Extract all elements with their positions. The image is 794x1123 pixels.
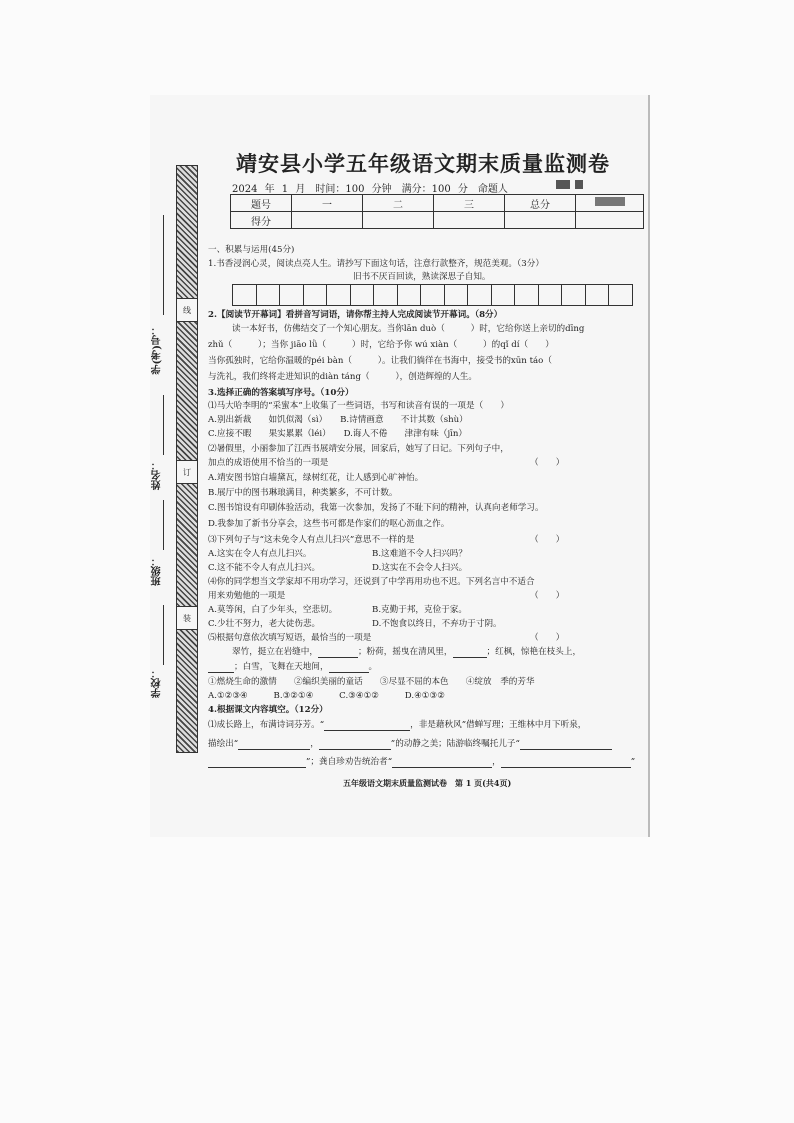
fill-text: ，	[310, 739, 319, 749]
score-cell[interactable]	[292, 212, 363, 229]
question-4: 4.根据课文内容填空。（12分）	[208, 705, 328, 715]
fill-line	[208, 721, 586, 731]
score-cell[interactable]	[434, 212, 505, 229]
side-label-xuehao: 学(考)号：	[152, 325, 163, 375]
phrase-options: ①燃烧生命的激情 ②编织美丽的童话 ③尽显不屈的本色 ④绽放 季的芳华	[208, 677, 535, 687]
side-line-xingming	[163, 395, 164, 455]
option-line: C.少壮不努力，老大徒伤悲。	[208, 619, 321, 629]
score-header-cell: 一	[292, 195, 363, 212]
fill-text: 翠竹，挺立在岩缝中，	[232, 647, 318, 657]
bind-mark-zhuang: 装	[176, 606, 198, 630]
blank-line[interactable]	[324, 730, 410, 731]
fill-text: ”	[630, 757, 636, 767]
option-line: B.展厅中的图书琳琅满目，种类繁多，不可计数。	[208, 488, 398, 498]
option-line: C.图书馆设有印刷体验活动，我第一次参加，发扬了不耻下问的精神，认真向老师学习。	[208, 503, 544, 513]
fill-text: ”的动静之美；陆游临终嘱托儿子“	[390, 739, 520, 749]
option-line: C.应接不暇 果实累累（léi） D.诲人不倦 津津有味（jīn）	[208, 429, 467, 439]
blank-line[interactable]	[208, 672, 234, 673]
score-header-cell: 总分	[505, 195, 576, 212]
fill-text: ”；龚自珍劝告统治者“	[306, 757, 393, 767]
blank-line[interactable]	[520, 749, 612, 750]
score-cell[interactable]	[576, 212, 644, 229]
fill-text: 描绘出“	[208, 739, 239, 749]
side-line-banji	[163, 500, 164, 550]
side-label-banji: 班级：	[152, 556, 163, 586]
score-table	[230, 194, 644, 229]
blank-line[interactable]	[238, 749, 310, 750]
score-row-label: 得分	[231, 212, 292, 229]
score-cell[interactable]	[363, 212, 434, 229]
score-cell[interactable]	[505, 212, 576, 229]
blank-line[interactable]	[392, 767, 492, 768]
option-line: D.我参加了新书分享会，这些书可都是作家们的呕心沥血之作。	[208, 519, 450, 529]
score-header-cell: 三	[434, 195, 505, 212]
blank-line[interactable]	[501, 767, 631, 768]
score-header-cell: 二	[363, 195, 434, 212]
question-3-1: ⑴马大哈李明的“采蜜本”上收集了一些词语，书写和读音有误的一项是（ ）	[208, 401, 509, 411]
question-3-3: ⑶下列句子与“这未免令人有点儿扫兴”意思不一样的是	[208, 535, 415, 545]
fill-text: ；红枫，惊艳在枝头上，	[486, 647, 582, 657]
fill-text: ⑴成长路上，布满诗词芬芳。“	[208, 720, 325, 730]
question-2: 2.【阅读节开幕词】看拼音写词语，请你帮主持人完成阅读节开幕词。（8分）	[208, 310, 503, 320]
blank-line[interactable]	[319, 749, 391, 750]
fill-line	[208, 663, 377, 673]
question-3: 3.选择正确的答案填写序号。（10分）	[208, 388, 354, 398]
score-header-cell: 题号	[231, 195, 292, 212]
question-2-line: 当你孤独时，它给你温暖的péi bàn（ ）。让我们徜徉在书海中，接受书的xūn táo（	[208, 356, 552, 366]
score-header-cell	[576, 195, 644, 212]
option-line: B.这难道不令人扫兴吗？	[372, 549, 467, 559]
fill-line	[208, 740, 612, 750]
answer-options: A.①②③④ B.③②①④ C.③④①② D.④①③②	[208, 691, 445, 701]
option-line: A.靖安图书馆白墙黛瓦，绿树红花，让人感到心旷神怡。	[208, 473, 424, 483]
blank-line[interactable]	[329, 672, 369, 673]
side-line-xuehao	[163, 215, 164, 315]
section-heading: 一、积累与运用(45分)	[208, 245, 295, 255]
question-3-4: ⑷你的同学想当文学家却不用功学习，还说到了中学再用功也不迟。下列名言中不适合	[208, 577, 535, 587]
answer-paren[interactable]: （ ）	[530, 458, 565, 468]
question-2-line: 与洗礼，我们终将走进知识的diàn táng（ ），创造辉煌的人生。	[208, 372, 477, 382]
answer-paren[interactable]: （ ）	[530, 633, 565, 643]
option-line: A.这实在令人有点儿扫兴。	[208, 549, 312, 559]
question-3-2: ⑵暑假里，小丽参加了江西书展靖安分展，回家后，她写了日记。下列句子中，	[208, 444, 509, 454]
side-label-xingming: 姓名：	[152, 460, 163, 490]
option-line: D.这实在不会令人扫兴。	[372, 563, 468, 573]
exam-info: 2024 年 1 月 时间：100 分钟 满分：100 分 命题人	[232, 184, 508, 195]
question-1-sentence: 旧书不厌百回读，熟读深思子自知。	[353, 272, 491, 282]
question-3-4-cont: 用来劝勉他的一项是	[208, 591, 286, 601]
bind-mark-xian: 线	[176, 298, 198, 322]
side-label-xuexiao: 学校：	[152, 668, 163, 698]
page-footer: 五年级语文期末质量监测试卷 第 1 页(共4页)	[343, 778, 512, 788]
fill-line	[232, 648, 581, 658]
option-line: B.克勤于邦，克俭于家。	[372, 605, 467, 615]
blank-line[interactable]	[318, 657, 358, 658]
redaction-block	[575, 180, 583, 189]
option-line: D.不饱食以终日，不弃功于寸阴。	[372, 619, 502, 629]
question-3-5: ⑸根据句意依次填写短语，最恰当的一项是	[208, 633, 372, 643]
fill-text: ；白雪，飞舞在天地间，	[234, 662, 329, 672]
question-3-2-cont: 加点的成语使用不恰当的一项是	[208, 458, 329, 468]
fill-text: ，非是藉秋风”借蝉写理；王维林中月下听泉，	[410, 720, 587, 730]
answer-paren[interactable]: （ ）	[530, 591, 565, 601]
blank-line[interactable]	[453, 657, 487, 658]
fill-text: ；粉荷，摇曳在清风里，	[357, 647, 453, 657]
fill-text: ，	[492, 757, 501, 767]
page-title: 靖安县小学五年级语文期末质量监测卷	[236, 152, 610, 176]
binding-strip	[176, 165, 198, 753]
question-2-line: zhǔ（ ）；当你 jiāo lǜ（ ）时，它给予你 wú xiàn（ ）的qǐ dí（ ）	[208, 340, 554, 350]
question-2-line: 读一本好书，仿佛结交了一个知心朋友。当你lān duò（ ）时，它给你送上亲切的dīng	[232, 324, 585, 334]
redaction-block	[556, 180, 570, 189]
answer-paren[interactable]: （ ）	[530, 535, 565, 545]
fill-text: 。	[368, 662, 378, 672]
writing-grid[interactable]	[233, 284, 633, 306]
option-line: C.这不能不令人有点儿扫兴。	[208, 563, 321, 573]
question-1: 1.书香浸润心灵，阅读点亮人生。请抄写下面这句话，注意行款整齐，规范美观。（3分）	[208, 259, 544, 269]
bind-mark-ding: 订	[176, 460, 198, 484]
option-line: A.别出新裁 如饥似渴（sì） B.诗情画意 不计其数（shù）	[208, 415, 468, 425]
fill-line	[208, 758, 635, 768]
side-line-xuexiao	[163, 605, 164, 665]
blank-line[interactable]	[208, 767, 306, 768]
option-line: A.莫等闲，白了少年头，空悲切。	[208, 605, 338, 615]
